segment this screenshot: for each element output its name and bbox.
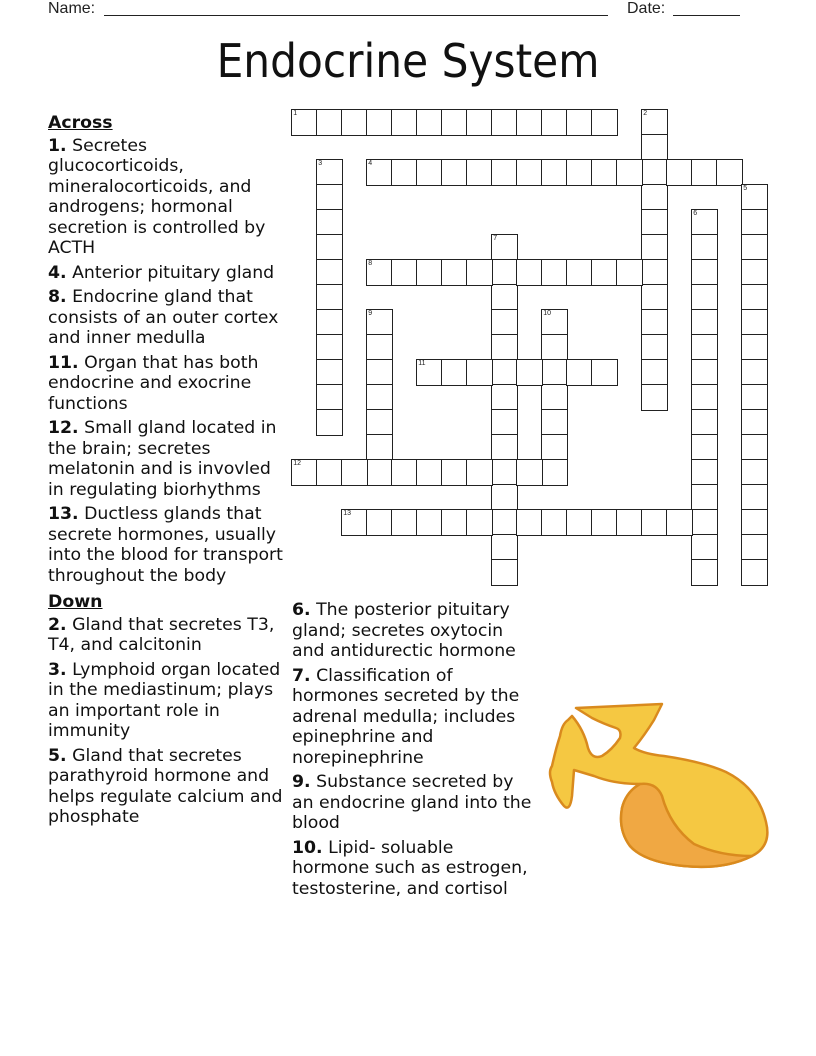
grid-cell[interactable]	[316, 184, 343, 211]
grid-cell[interactable]	[641, 159, 668, 186]
clue-text: Anterior pituitary gland	[72, 262, 275, 283]
grid-cell[interactable]	[566, 259, 593, 286]
grid-cell[interactable]	[691, 459, 718, 486]
grid-cell[interactable]	[491, 359, 518, 386]
grid-cell[interactable]	[316, 409, 343, 436]
grid-cell[interactable]	[491, 234, 518, 261]
clue-number: 7.	[292, 665, 311, 686]
grid-cell[interactable]	[366, 409, 393, 436]
clue-number: 10.	[292, 837, 323, 858]
cell-number: 7	[493, 235, 498, 243]
grid-cell[interactable]	[291, 459, 318, 486]
grid-cell[interactable]	[691, 434, 718, 461]
grid-cell[interactable]	[541, 409, 568, 436]
grid-cell[interactable]	[466, 109, 493, 136]
grid-cell[interactable]	[641, 284, 668, 311]
grid-cell[interactable]	[491, 259, 518, 286]
clue-number: 13.	[48, 504, 79, 524]
grid-cell[interactable]	[366, 384, 393, 411]
clue-down-3	[48, 660, 284, 742]
clue-down-9	[292, 772, 532, 834]
grid-cell[interactable]	[316, 209, 343, 236]
grid-cell[interactable]	[291, 109, 318, 136]
grid-cell[interactable]	[741, 309, 768, 336]
grid-cell[interactable]	[691, 209, 718, 236]
grid-cell[interactable]	[741, 559, 768, 586]
grid-cell[interactable]	[541, 309, 568, 336]
grid-cell[interactable]	[691, 234, 718, 261]
grid-cell[interactable]	[666, 509, 693, 536]
grid-cell[interactable]	[641, 109, 668, 136]
grid-cell[interactable]	[741, 409, 768, 436]
clue-down-6	[292, 600, 532, 662]
grid-cell[interactable]	[441, 459, 468, 486]
cell-number: 2	[643, 110, 648, 118]
grid-cell[interactable]	[741, 434, 768, 461]
grid-cell[interactable]	[366, 309, 393, 336]
grid-cell[interactable]	[541, 259, 568, 286]
grid-cell[interactable]	[341, 459, 368, 486]
clue-number: 9.	[292, 772, 311, 792]
grid-cell[interactable]	[491, 384, 518, 411]
grid-cell[interactable]	[491, 409, 518, 436]
grid-cell[interactable]	[741, 459, 768, 486]
clue-down-7	[292, 666, 532, 769]
grid-cell[interactable]	[341, 109, 368, 136]
grid-cell[interactable]	[541, 509, 568, 536]
grid-cell[interactable]	[641, 334, 668, 361]
clue-number: 3.	[48, 659, 67, 680]
grid-cell[interactable]	[366, 434, 393, 461]
grid-cell[interactable]	[691, 334, 718, 361]
grid-cell[interactable]	[491, 284, 518, 311]
grid-cell[interactable]	[591, 159, 618, 186]
clue-down-5	[48, 746, 284, 828]
page-title: Endocrine System	[216, 34, 600, 88]
grid-cell[interactable]	[316, 384, 343, 411]
grid-cell[interactable]	[716, 159, 743, 186]
cell-number: 1	[293, 110, 298, 118]
grid-cell[interactable]	[366, 334, 393, 361]
cell-number: 13	[343, 510, 352, 518]
grid-cell[interactable]	[491, 309, 518, 336]
name-label: Name:	[48, 0, 96, 17]
grid-cell[interactable]	[741, 534, 768, 561]
grid-cell[interactable]	[591, 259, 618, 286]
grid-cell[interactable]	[316, 109, 343, 136]
grid-cell[interactable]	[316, 459, 343, 486]
clue-across-11	[48, 353, 284, 415]
clue-across-4	[48, 263, 284, 284]
grid-cell[interactable]	[366, 459, 393, 486]
grid-cell[interactable]	[541, 384, 568, 411]
grid-cell[interactable]	[641, 134, 668, 161]
clue-across-1	[48, 136, 284, 259]
grid-cell[interactable]	[691, 259, 718, 286]
grid-cell[interactable]	[516, 259, 543, 286]
grid-cell[interactable]	[641, 209, 668, 236]
grid-cell[interactable]	[641, 259, 668, 286]
grid-cell[interactable]	[741, 384, 768, 411]
clue-text: Endocrine gland that consists of an outer cortex and inner medulla	[48, 287, 279, 348]
grid-cell[interactable]	[741, 284, 768, 311]
grid-cell[interactable]	[366, 159, 393, 186]
grid-cell[interactable]	[491, 484, 518, 511]
grid-cell[interactable]	[741, 484, 768, 511]
clue-text: Classification of hormones secreted by the adrenal medulla; includes epinephrine and norepinephrine	[292, 665, 520, 768]
grid-cell[interactable]	[316, 259, 343, 286]
grid-cell[interactable]	[466, 359, 493, 386]
down-heading: Down	[48, 592, 103, 612]
clue-down-10	[292, 838, 532, 900]
grid-cell[interactable]	[416, 509, 443, 536]
clue-number: 12.	[48, 418, 79, 438]
date-label: Date:	[627, 0, 666, 17]
grid-cell[interactable]	[316, 334, 343, 361]
cell-number: 3	[318, 160, 323, 168]
grid-cell[interactable]	[691, 534, 718, 561]
clue-number: 11.	[48, 352, 79, 373]
grid-cell[interactable]	[491, 509, 518, 536]
grid-cell[interactable]	[366, 109, 393, 136]
name-field[interactable]	[104, 15, 608, 16]
grid-cell[interactable]	[366, 259, 393, 286]
grid-cell[interactable]	[741, 509, 768, 536]
grid-cell[interactable]	[516, 109, 543, 136]
clue-across-13	[48, 504, 284, 586]
grid-cell[interactable]	[366, 509, 393, 536]
clue-number: 1.	[48, 135, 67, 156]
grid-cell[interactable]	[691, 359, 718, 386]
grid-cell[interactable]	[566, 109, 593, 136]
grid-cell[interactable]	[741, 184, 768, 211]
grid-cell[interactable]	[691, 309, 718, 336]
grid-cell[interactable]	[566, 509, 593, 536]
grid-cell[interactable]	[616, 259, 643, 286]
clue-number: 6.	[292, 600, 311, 620]
grid-cell[interactable]	[591, 109, 618, 136]
grid-cell[interactable]	[691, 159, 718, 186]
grid-cell[interactable]	[641, 509, 668, 536]
grid-cell[interactable]	[491, 534, 518, 561]
grid-cell[interactable]	[591, 509, 618, 536]
cell-number: 12	[293, 460, 302, 468]
grid-cell[interactable]	[641, 359, 668, 386]
clue-number: 8.	[48, 287, 67, 307]
clue-text: Ductless glands that secrete hormones, usually into the blood for transport throughout the body	[48, 504, 283, 586]
clue-text: The posterior pituitary gland; secretes oxytocin and antidurectic hormone	[292, 600, 516, 661]
clue-text: Organ that has both endocrine and exocrine functions	[48, 352, 259, 414]
grid-cell[interactable]	[491, 109, 518, 136]
cell-number: 11	[418, 360, 426, 368]
grid-cell[interactable]	[466, 509, 493, 536]
grid-cell[interactable]	[316, 309, 343, 336]
grid-cell[interactable]	[741, 209, 768, 236]
grid-cell[interactable]	[491, 159, 518, 186]
grid-cell[interactable]	[616, 159, 643, 186]
grid-cell[interactable]	[591, 359, 618, 386]
grid-cell[interactable]	[491, 459, 518, 486]
grid-cell[interactable]	[441, 159, 468, 186]
grid-cell[interactable]	[616, 509, 643, 536]
grid-cell[interactable]	[641, 384, 668, 411]
grid-cell[interactable]	[316, 359, 343, 386]
grid-cell[interactable]	[441, 359, 468, 386]
clue-number: 5.	[48, 745, 67, 766]
grid-cell[interactable]	[441, 259, 468, 286]
clues-left-column	[48, 113, 284, 832]
grid-cell[interactable]	[441, 509, 468, 536]
clue-text: Gland that secretes parathyroid hormone and helps regulate calcium and phosphate	[48, 745, 283, 827]
grid-cell[interactable]	[641, 234, 668, 261]
grid-cell[interactable]	[491, 334, 518, 361]
cell-number: 6	[693, 210, 698, 218]
crossword-grid	[292, 110, 792, 585]
cell-number: 10	[543, 310, 552, 318]
grid-cell[interactable]	[391, 509, 418, 536]
grid-cell[interactable]	[416, 259, 443, 286]
date-field[interactable]	[673, 15, 740, 16]
grid-cell[interactable]	[691, 484, 718, 511]
grid-cell[interactable]	[641, 184, 668, 211]
grid-cell[interactable]	[466, 259, 493, 286]
grid-cell[interactable]	[516, 509, 543, 536]
grid-cell[interactable]	[416, 159, 443, 186]
grid-cell[interactable]	[391, 159, 418, 186]
grid-cell[interactable]	[541, 109, 568, 136]
clue-text: Lipid- soluable hormone such as estrogen, testosterine, and cortisol	[292, 837, 528, 899]
grid-cell[interactable]	[741, 334, 768, 361]
grid-cell[interactable]	[541, 459, 568, 486]
grid-cell[interactable]	[691, 509, 718, 536]
grid-cell[interactable]	[691, 409, 718, 436]
grid-cell[interactable]	[741, 359, 768, 386]
grid-cell[interactable]	[541, 159, 568, 186]
grid-cell[interactable]	[316, 284, 343, 311]
grid-cell[interactable]	[416, 459, 443, 486]
grid-cell[interactable]	[641, 309, 668, 336]
grid-cell[interactable]	[741, 259, 768, 286]
grid-cell[interactable]	[691, 559, 718, 586]
grid-cell[interactable]	[366, 359, 393, 386]
clue-text: Substance secreted by an endocrine gland into the blood	[292, 772, 532, 833]
clues-right-column	[292, 600, 532, 903]
grid-cell[interactable]	[541, 359, 568, 386]
grid-cell[interactable]	[416, 359, 443, 386]
grid-cell[interactable]	[541, 434, 568, 461]
grid-cell[interactable]	[491, 434, 518, 461]
grid-cell[interactable]	[691, 384, 718, 411]
cell-number: 9	[368, 310, 373, 318]
grid-cell[interactable]	[566, 359, 593, 386]
cell-number: 8	[368, 260, 373, 268]
clue-text: Lymphoid organ located in the mediastinum; plays an important role in immunity	[48, 659, 281, 741]
clue-text: Gland that secretes T3, T4, and calcitonin	[48, 614, 275, 655]
adrenal-gland-illustration	[544, 696, 776, 872]
grid-cell[interactable]	[466, 159, 493, 186]
clue-text: Small gland located in the brain; secretes melatonin and is invovled in regulating biorhythms	[48, 418, 277, 500]
grid-cell[interactable]	[416, 109, 443, 136]
clue-number: 4.	[48, 262, 67, 283]
clue-number: 2.	[48, 614, 67, 635]
grid-cell[interactable]	[466, 459, 493, 486]
grid-cell[interactable]	[391, 259, 418, 286]
cell-number: 5	[743, 185, 748, 193]
clue-text: Secretes glucocorticoids, mineralocorticoids, and androgens; hormonal secretion is controlled by ACTH	[48, 135, 266, 258]
across-heading: Across	[48, 113, 113, 133]
grid-cell[interactable]	[341, 509, 368, 536]
grid-cell[interactable]	[516, 459, 543, 486]
grid-cell[interactable]	[316, 159, 343, 186]
grid-cell[interactable]	[516, 159, 543, 186]
grid-cell[interactable]	[691, 284, 718, 311]
grid-cell[interactable]	[666, 159, 693, 186]
grid-cell[interactable]	[391, 459, 418, 486]
clue-across-12	[48, 418, 284, 500]
grid-cell[interactable]	[541, 334, 568, 361]
grid-cell[interactable]	[391, 109, 418, 136]
clue-down-2	[48, 615, 284, 656]
grid-cell[interactable]	[441, 109, 468, 136]
cell-number: 4	[368, 160, 373, 168]
grid-cell[interactable]	[516, 359, 543, 386]
clue-across-8	[48, 287, 284, 349]
grid-cell[interactable]	[741, 234, 768, 261]
grid-cell[interactable]	[566, 159, 593, 186]
grid-cell[interactable]	[316, 234, 343, 261]
grid-cell[interactable]	[491, 559, 518, 586]
